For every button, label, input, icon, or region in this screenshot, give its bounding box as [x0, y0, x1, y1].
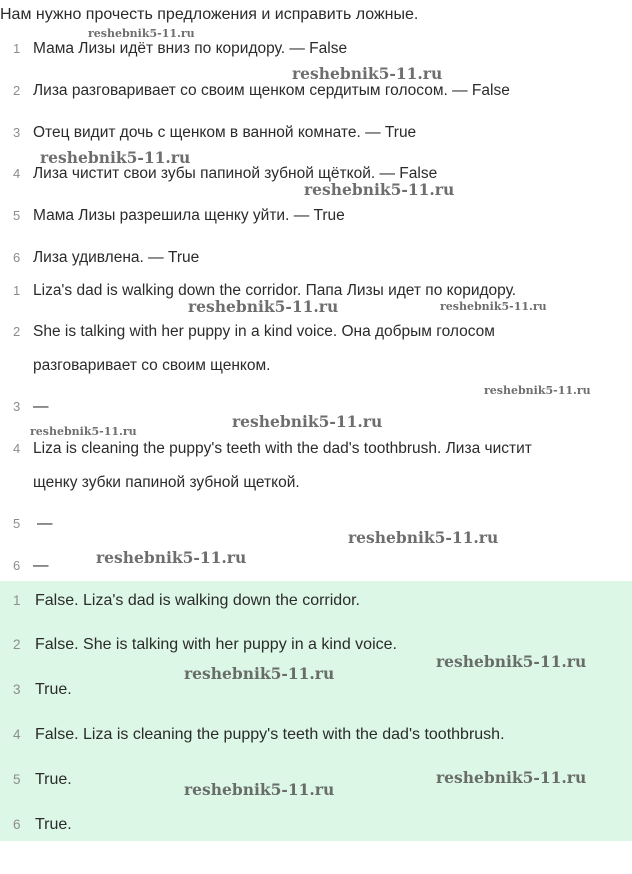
- correction-number: 6: [13, 558, 21, 573]
- watermark: reshebnik5-11.ru: [484, 384, 591, 397]
- statement-text: Лиза разговаривает со своим щенком сердитым голосом. — False: [33, 82, 510, 99]
- correction-text: —: [33, 398, 49, 415]
- statement-number: 5: [13, 208, 21, 223]
- watermark: reshebnik5-11.ru: [440, 300, 547, 313]
- watermark: reshebnik5-11.ru: [436, 652, 587, 671]
- statement-number: 3: [13, 125, 21, 140]
- watermark: reshebnik5-11.ru: [304, 180, 455, 199]
- statement-text: Лиза чистит свои зубы папиной зубной щёткой. — False: [33, 165, 438, 182]
- watermark: reshebnik5-11.ru: [184, 664, 335, 683]
- correction-text: Liza is cleaning the puppy's teeth with the dad's toothbrush. Лиза чистит: [33, 440, 532, 457]
- answer-number: 3: [13, 682, 21, 697]
- correction-number: 2: [13, 324, 21, 339]
- correction-text-continued: щенку зубки папиной зубной щеткой.: [33, 474, 300, 491]
- watermark: reshebnik5-11.ru: [292, 64, 443, 83]
- watermark: reshebnik5-11.ru: [348, 528, 499, 547]
- correction-number: 5: [13, 516, 21, 531]
- correction-text: She is talking with her puppy in a kind voice. Она добрым голосом: [33, 323, 495, 340]
- correction-number: 4: [13, 441, 21, 456]
- statement-number: 1: [13, 41, 21, 56]
- answer-text: True.: [35, 771, 72, 788]
- answer-text: True.: [35, 681, 72, 698]
- statement-text: Отец видит дочь с щенком в ванной комнате. — True: [33, 124, 417, 141]
- statement-text: Лиза удивлена. — True: [33, 249, 200, 266]
- answer-number: 1: [13, 593, 21, 608]
- answer-panel: [0, 581, 632, 841]
- correction-number: 1: [13, 283, 21, 298]
- watermark: reshebnik5-11.ru: [96, 548, 247, 567]
- correction-text: Liza's dad is walking down the corridor. Папа Лизы идет по коридору.: [33, 282, 517, 299]
- correction-text: —: [33, 557, 49, 574]
- statement-text: Мама Лизы идёт вниз по коридору. — False: [33, 40, 348, 57]
- watermark: reshebnik5-11.ru: [436, 768, 587, 787]
- correction-text: —: [37, 515, 53, 532]
- statement-text: Мама Лизы разрешила щенку уйти. — True: [33, 207, 345, 224]
- intro-text: Нам нужно прочесть предложения и исправить ложные.: [0, 6, 419, 23]
- answer-number: 4: [13, 727, 21, 742]
- answer-text: True.: [35, 816, 72, 833]
- answer-text: False. Liza's dad is walking down the corridor.: [35, 592, 360, 609]
- answer-number: 5: [13, 772, 21, 787]
- answer-number: 2: [13, 637, 21, 652]
- statement-number: 4: [13, 166, 21, 181]
- watermark: reshebnik5-11.ru: [30, 425, 137, 438]
- watermark: reshebnik5-11.ru: [40, 148, 191, 167]
- correction-number: 3: [13, 399, 21, 414]
- statement-number: 6: [13, 250, 21, 265]
- answer-text: False. Liza is cleaning the puppy's teeth with the dad's toothbrush.: [35, 726, 505, 743]
- answer-number: 6: [13, 817, 21, 832]
- correction-text-continued: разговаривает со своим щенком.: [33, 357, 271, 374]
- answer-text: False. She is talking with her puppy in a kind voice.: [35, 636, 397, 653]
- watermark: reshebnik5-11.ru: [188, 297, 339, 316]
- watermark: reshebnik5-11.ru: [232, 412, 383, 431]
- watermark: reshebnik5-11.ru: [184, 780, 335, 799]
- watermark: reshebnik5-11.ru: [88, 27, 195, 40]
- statement-number: 2: [13, 83, 21, 98]
